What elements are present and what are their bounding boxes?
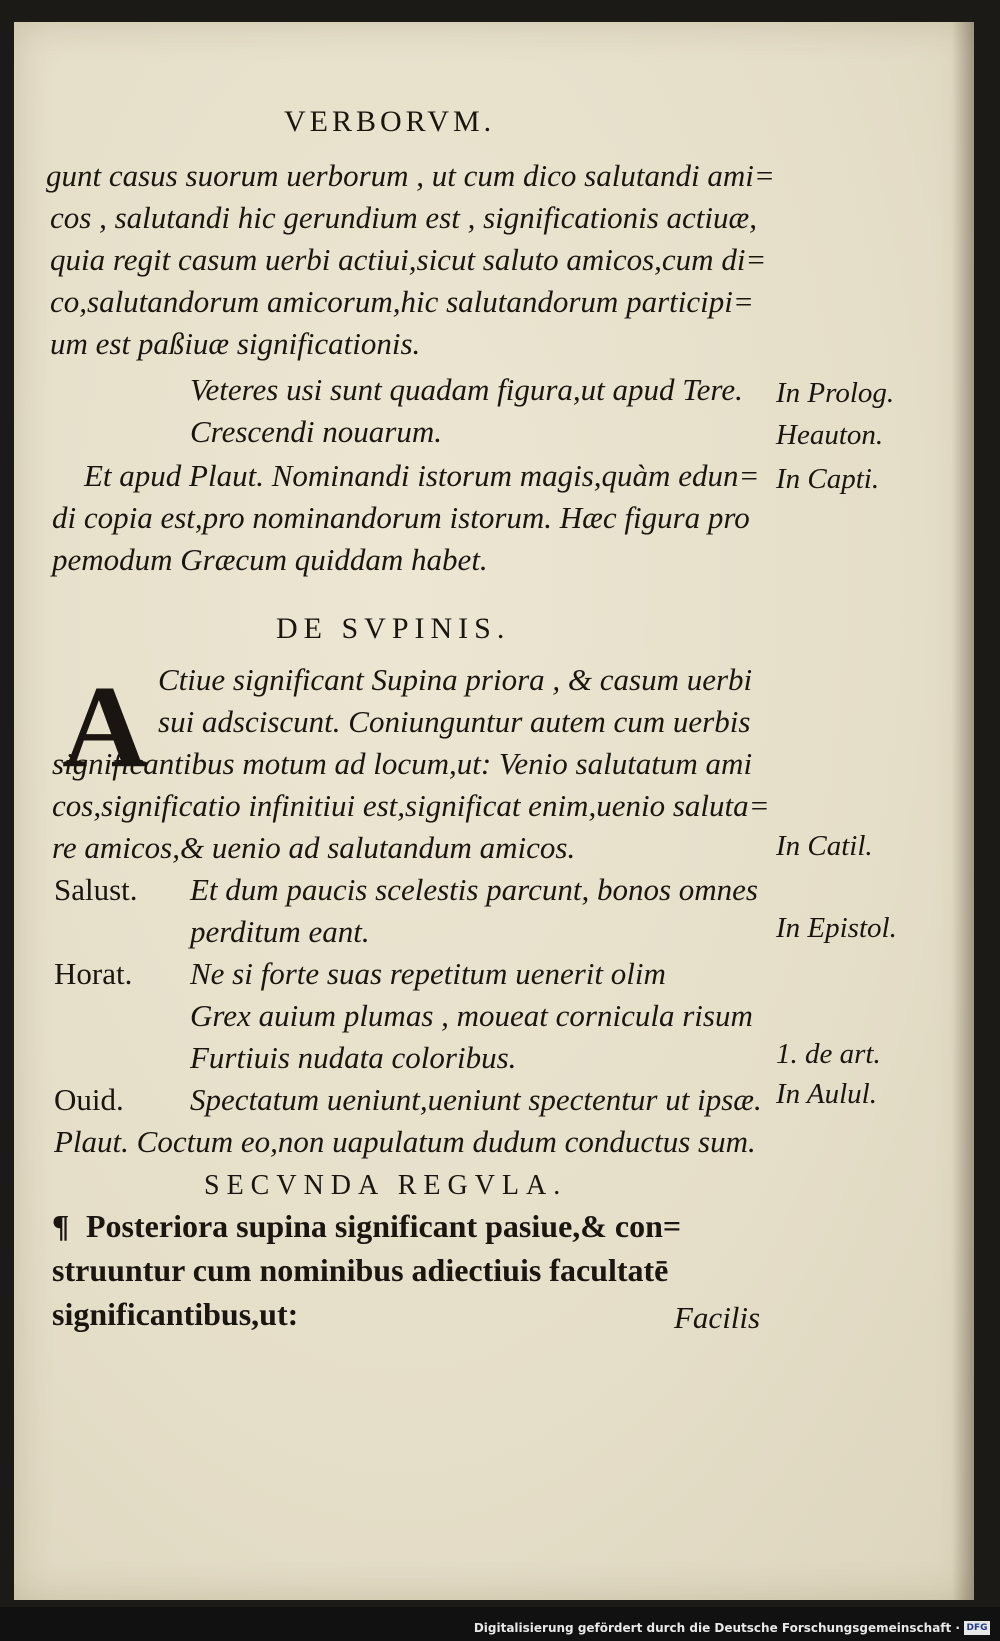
quote-author-horat: Horat. — [54, 956, 133, 991]
body-line-1: gunt casus suorum uerborum , ut cum dico salutandi ami= — [46, 158, 775, 193]
quote-salust-line-2: perditum eant. — [190, 914, 370, 949]
regula-line-3: significantibus,ut: — [52, 1296, 299, 1332]
supinis-line-2: sui adsciscunt. Coniunguntur autem cum uerbis — [158, 704, 751, 739]
quote-author-ouid: Ouid. — [54, 1082, 124, 1117]
body-line-2: cos , salutandi hic gerundium est , significationis actiuæ, — [50, 200, 757, 235]
quote-salust-line-1: Et dum paucis scelestis parcunt, bonos omnes — [190, 872, 758, 907]
paragraph-mark: ¶ — [52, 1208, 70, 1244]
regula-line-1: Posteriora supina significant pasiue,& con= — [86, 1208, 682, 1244]
book-page — [14, 22, 974, 1600]
body-line-5: um est paßiuæ significationis. — [50, 326, 421, 361]
supinis-line-1: Ctiue significant Supina priora , & casum uerbi — [158, 662, 753, 697]
margin-note-catil: In Catil. — [776, 830, 873, 862]
section-title: DE SVPINIS. — [276, 612, 511, 645]
quote-horat-line-3: Furtiuis nudata coloribus. — [190, 1040, 517, 1075]
margin-note-heauton: Heauton. — [776, 419, 884, 451]
supinis-line-5: re amicos,& uenio ad salutandum amicos. — [52, 830, 576, 865]
margin-note-de-art: 1. de art. — [776, 1038, 881, 1070]
quote-ouid-line-1: Spectatum ueniunt,ueniunt spectentur ut ipsæ. — [190, 1082, 762, 1117]
running-head: VERBORVM. — [284, 105, 496, 138]
margin-note-epistol: In Epistol. — [776, 912, 897, 944]
plaut-final-line: Plaut. Coctum eo,non uapulatum dudum conductus sum. — [54, 1124, 756, 1159]
veteres-line-2: Crescendi nouarum. — [190, 414, 442, 449]
veteres-line-1: Veteres usi sunt quadam figura,ut apud Tere. — [190, 372, 743, 407]
dfg-logo-icon: DFG — [964, 1621, 990, 1635]
quote-horat-line-1: Ne si forte suas repetitum uenerit olim — [190, 956, 666, 991]
drop-cap: A — [62, 661, 148, 792]
quote-horat-line-2: Grex auium plumas , moueat cornicula risum — [190, 998, 753, 1033]
margin-note-prolog: In Prolog. — [776, 377, 895, 409]
margin-note-aulul: In Aulul. — [776, 1078, 877, 1110]
subsection-title: SECVNDA REGVLA. — [204, 1170, 568, 1201]
margin-note-capti: In Capti. — [776, 463, 880, 495]
supinis-line-4: cos,significatio infinitiui est,significat enim,uenio saluta= — [52, 788, 770, 823]
plaut-line-2: di copia est,pro nominandorum istorum. Hæc figura pro — [52, 500, 750, 535]
page-edge-shadow — [952, 22, 974, 1600]
plaut-line-3: pemodum Græcum quiddam habet. — [52, 542, 488, 577]
plaut-line-1: Et apud Plaut. Nominandi istorum magis,quàm edun= — [84, 458, 760, 493]
catchword: Facilis — [674, 1300, 761, 1335]
body-line-3: quia regit casum uerbi actiui,sicut saluto amicos,cum di= — [50, 242, 767, 277]
footer-bar — [0, 1607, 1000, 1641]
footer-credit: Digitalisierung gefördert durch die Deutsche Forschungsgemeinschaft · — [473, 1621, 960, 1635]
regula-line-2: struuntur cum nominibus adiectiuis facultatē — [52, 1252, 669, 1288]
quote-author-salust: Salust. — [54, 872, 138, 907]
body-line-4: co,salutandorum amicorum,hic salutandorum participi= — [50, 284, 754, 319]
supinis-line-3: significantibus motum ad locum,ut: Venio salutatum ami — [52, 746, 753, 781]
